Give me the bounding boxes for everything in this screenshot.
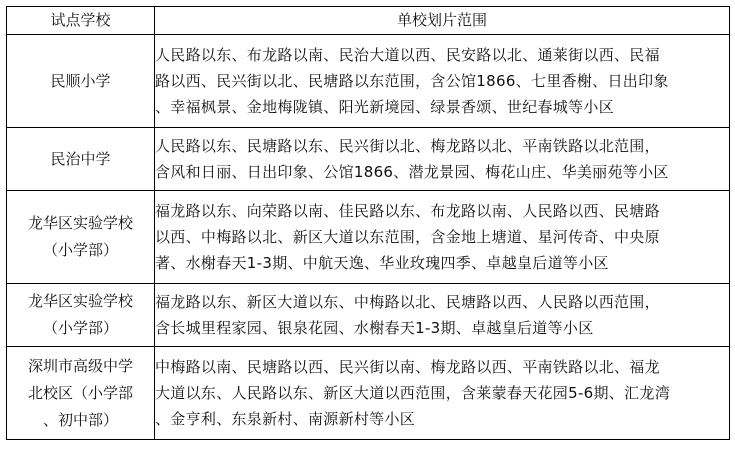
table-row (7, 191, 730, 284)
table-row (7, 128, 730, 191)
zone-area-cell (155, 35, 730, 128)
zone-area-line: 以西、中梅路以北、新区大道以东范围，含金地上塘道、星河传奇、中央原 (155, 228, 660, 246)
zone-area-line: 中梅路以南、民塘路以西、民兴街以南、梅龙路以西、平南铁路以北、福龙 (155, 358, 660, 376)
school-name-cell (7, 347, 155, 440)
zone-area-line: 著、水榭春天1-3期、中航天逸、华业玫瑰四季、卓越皇后道等小区 (155, 254, 609, 272)
school-name-cell (7, 128, 155, 191)
zone-area-line: 路以西、民兴街以北、民塘路以东范围，含公馆1866、七里香榭、日出印象 (155, 72, 669, 90)
school-name: 深圳市高级中学 (27, 356, 133, 375)
zone-area-cell (155, 347, 730, 440)
zone-area-line: 大道以东、人民路以东、新区大道以西范围，含莱蒙春天花园5-6期、汇龙湾 (155, 384, 671, 402)
zone-area-line: 福龙路以东、新区大道以东、中梅路以北、民塘路以西、人民路以西范围， (155, 293, 660, 311)
zone-area-cell (155, 128, 730, 191)
school-name: 、初中部） (42, 410, 118, 429)
zone-area-line: 含长城里程家园、银泉花园、水榭春天1-3期、卓越皇后道等小区 (155, 319, 594, 337)
school-name-cell (7, 284, 155, 347)
school-zoning-table (6, 6, 730, 440)
school-name: 民治中学 (50, 149, 111, 168)
school-name: 北校区（小学部 (27, 383, 133, 402)
header-row (7, 7, 730, 35)
table-row (7, 35, 730, 128)
school-name-cell (7, 35, 155, 128)
school-name: 龙华区实验学校 (27, 292, 133, 310)
zone-area-cell (155, 284, 730, 347)
school-name-cell (7, 191, 155, 284)
zone-area-line: 、幸福枫景、金地梅陇镇、阳光新境园、绿景香颂、世纪春城等小区 (155, 98, 615, 116)
school-name: 民顺小学 (50, 71, 111, 90)
table-row (7, 347, 730, 440)
zone-area-line: 、金亨利、东泉新村、南源新村等小区 (155, 410, 416, 428)
school-name: （小学部） (42, 241, 118, 259)
school-name: 龙华区实验学校 (27, 214, 133, 232)
zone-area-line: 福龙路以东、向荣路以南、佳民路以东、布龙路以南、人民路以西、民塘路 (155, 202, 660, 220)
zone-area-cell (155, 191, 730, 284)
zone-area-line: 含风和日丽、日出印象、公馆1866、潜龙景园、梅花山庄、华美丽苑等小区 (155, 163, 669, 181)
zone-area-line: 人民路以东、民塘路以东、民兴街以北、梅龙路以北、平南铁路以北范围， (155, 137, 660, 155)
header-area: 单校划片范围 (155, 7, 730, 35)
zone-area-line: 人民路以东、布龙路以南、民治大道以西、民安路以北、通莱街以西、民福 (155, 46, 660, 64)
header-school: 试点学校 (7, 7, 155, 35)
table-row (7, 284, 730, 347)
school-name: （小学部） (42, 319, 118, 337)
